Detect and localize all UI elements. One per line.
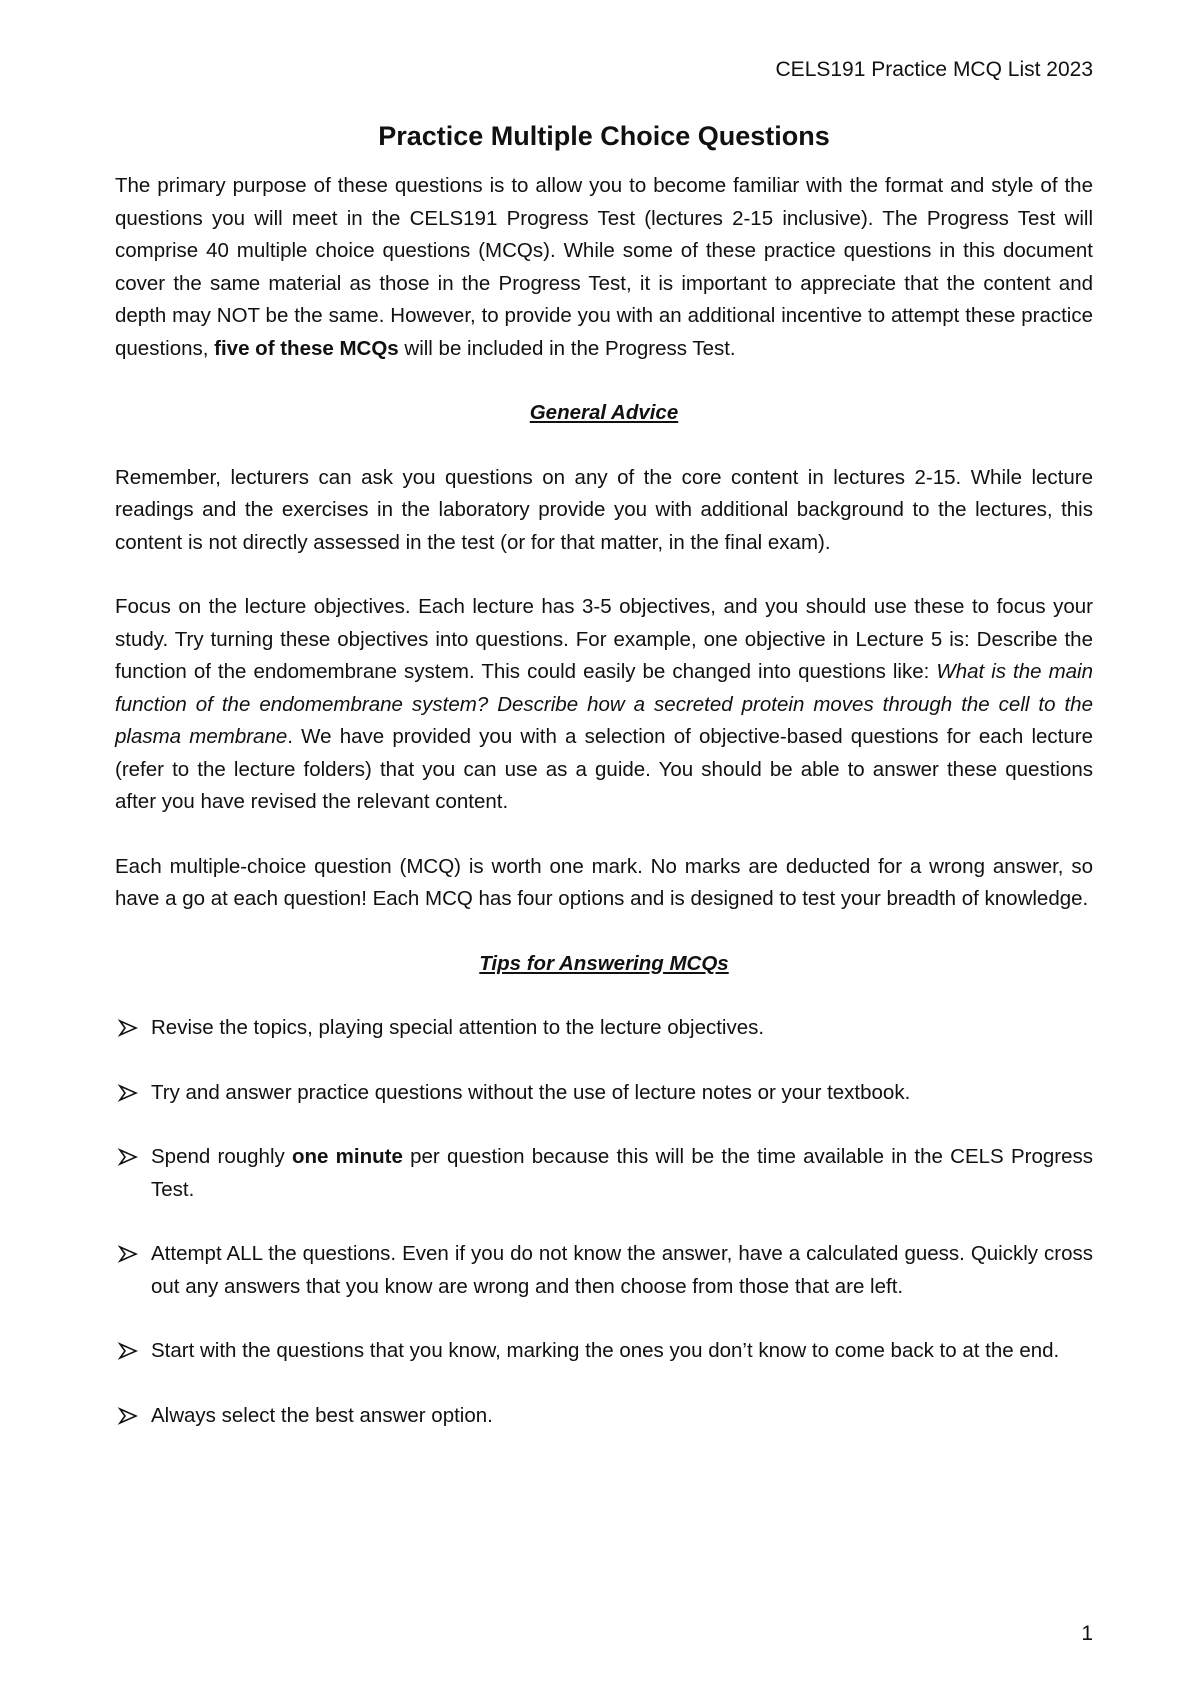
- arrowhead-bullet-icon: [117, 1141, 139, 1173]
- tip-text-start: Spend roughly: [151, 1145, 292, 1168]
- tip-item: [115, 1012, 1093, 1045]
- intro-text-end: will be included in the Progress Test.: [398, 336, 736, 360]
- tip-item: [115, 1238, 1093, 1303]
- arrowhead-bullet-icon: [117, 1238, 139, 1270]
- arrowhead-bullet-icon: [117, 1012, 139, 1044]
- tip-bold-text: one minute: [292, 1145, 403, 1168]
- tip-text: Try and answer practice questions without the use of lecture notes or your textbook.: [151, 1080, 911, 1104]
- tip-item: [115, 1335, 1093, 1368]
- tip-text: Always select the best answer option.: [151, 1403, 493, 1427]
- intro-text-start: The primary purpose of these questions is to allow you to become familiar with the format and style of the questions you will meet in the CELS191 Progress Test (lectures 2-15 inclusive). The Progress Test will comprise 40 multiple choice questions (MCQs). While some of these practice questions in this document cover the same material as those in the Progress Test, it is important to appreciate that the content and depth may NOT be the same. However, to provide you with an additional incentive to attempt these practice questions,: [115, 174, 1093, 360]
- advice-2-text-end: . We have provided you with a selection of objective-based questions for each lecture (refer to the lecture folders) that you can use as a guide. You should be able to answer these questions after you have revised the relevant content.: [115, 725, 1094, 813]
- advice-paragraph-1: Remember, lecturers can ask you questions on any of the core content in lectures 2-15. While lecture readings and the exercises in the laboratory provide you with additional background to the lectures, this content is not directly assessed in the test (or for that matter, in the final exam).: [115, 465, 1093, 554]
- tip-text: Start with the questions that you know, marking the ones you don’t know to come back to at the end.: [151, 1339, 1060, 1362]
- document-body: [115, 110, 1093, 1464]
- arrowhead-bullet-icon: [117, 1400, 139, 1432]
- arrowhead-bullet-icon: [117, 1077, 139, 1109]
- intro-paragraph: [115, 170, 1093, 365]
- page-number: 1: [1081, 1622, 1093, 1645]
- general-advice-heading: General Advice: [529, 401, 679, 424]
- tip-text: Attempt ALL the questions. Even if you do not know the answer, have a calculated guess. Quickly cross out any answers that you know are wrong and then choose from those that are left.: [151, 1242, 1093, 1298]
- arrowhead-bullet-icon: [117, 1335, 139, 1367]
- tips-list: [115, 1012, 1093, 1432]
- tip-text: Revise the topics, playing special attention to the lecture objectives.: [151, 1016, 765, 1039]
- page-title: Practice Multiple Choice Questions: [378, 121, 830, 151]
- tip-item: [115, 1077, 1093, 1110]
- advice-paragraph-3: Each multiple-choice question (MCQ) is worth one mark. No marks are deducted for a wrong answer, so have a go at each question! Each MCQ has four options and is designed to test your breadth of knowledge.: [115, 854, 1093, 910]
- tip-text-end: per question because this will be the time available in the CELS Progress Test.: [151, 1145, 1093, 1201]
- tips-heading: Tips for Answering MCQs: [479, 951, 729, 975]
- advice-2-italic-example: What is the main function of the endomembrane system? Describe how a secreted protein moves through the cell to the plasma membrane: [115, 660, 1093, 748]
- running-header: CELS191 Practice MCQ List 2023: [775, 58, 1093, 81]
- intro-bold-text: five of these MCQs: [214, 336, 399, 360]
- advice-paragraph-2: [115, 591, 1093, 819]
- tip-item: [115, 1400, 1093, 1433]
- advice-2-text-start: Focus on the lecture objectives. Each lecture has 3-5 objectives, and you should use these to focus your study. Try turning these objectives into questions. For example, one objective in Lecture 5 is: Describe the function of the endomembrane system. This could easily be changed into questions like:: [115, 595, 1093, 683]
- tip-item: [115, 1141, 1093, 1206]
